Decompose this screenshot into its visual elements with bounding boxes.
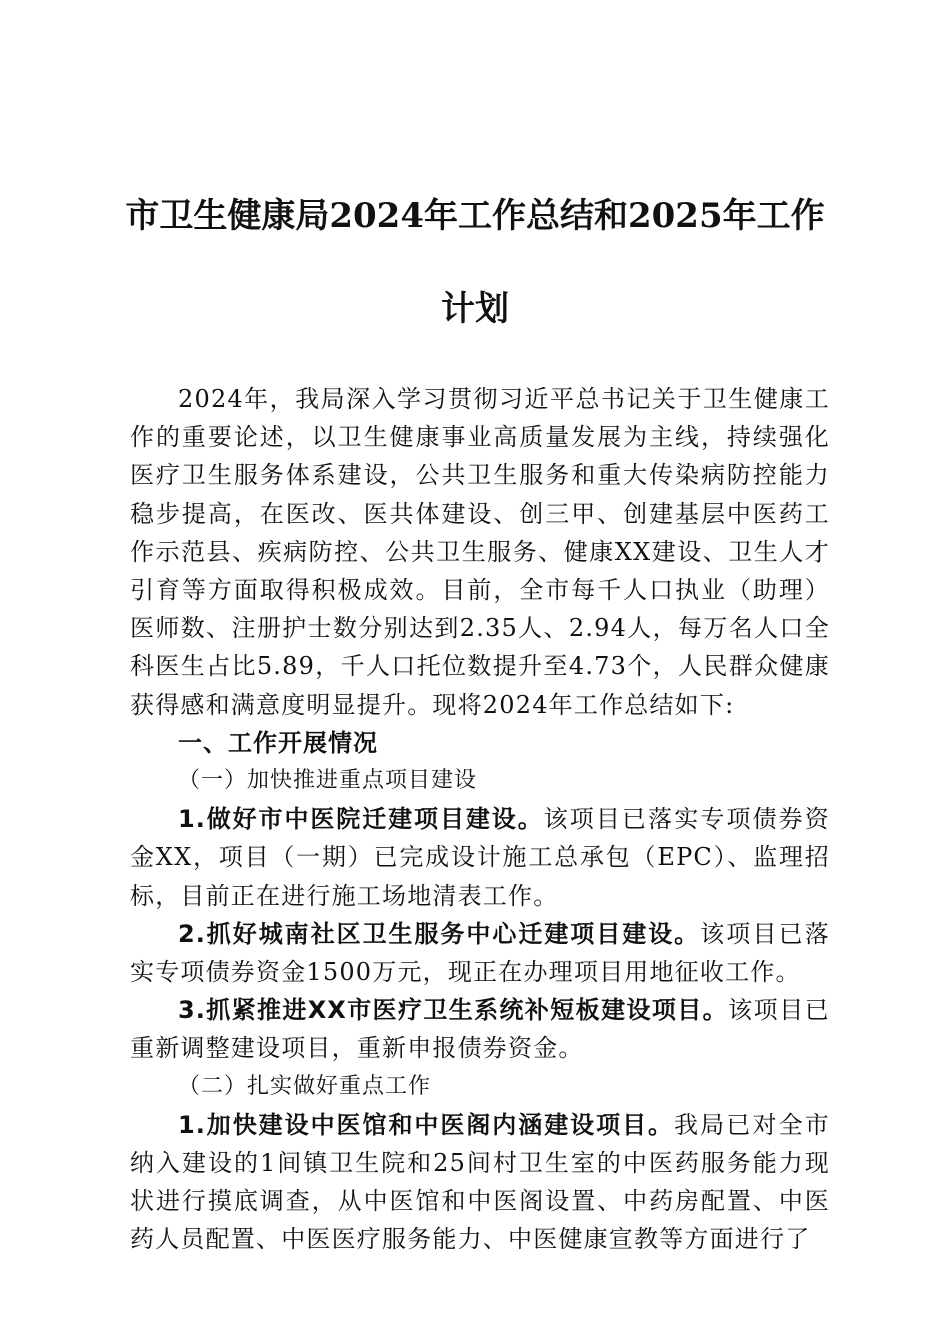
document-title-line-2: 计划 [441,289,509,329]
subsection-heading: （二）扎实做好重点工作 [178,1073,432,1099]
item-text: 该项目已落实专项债券资金XX，项目（一期）已完成设计施工总承包（EPC）、监理招标，目前正在进行施工场地清表工作。 [130,805,830,910]
intro-paragraph: 2024年，我局深入学习贯彻习近平总书记关于卫生健康工作的重要论述，以卫生健康事业高质量发展为主线，持续强化医疗卫生服务体系建设，公共卫生服务和重大传染病防控能力稳步提高，在医改、医共体建设、创三甲、创建基层中医药工作示范县、疾病防控、公共卫生服务、健康XX建设、卫生人才引育等方面取得积极成效。目前，全市每千人口执业（助理）医师数、注册护士数分别达到2.35人、2.94人，每万名人口全科医生占比5.89，千人口托位数提升至4.73个，人民群众健康获得感和满意度明显提升。现将2024年工作总结如下: [130,385,830,719]
list-item [130,915,830,991]
list-item [130,1106,830,1259]
section-heading: 一、工作开展情况 [178,728,378,757]
item-text: 我局已对全市纳入建设的1间镇卫生院和25间村卫生室的中医药服务能力现状进行摸底调查，从中医馆和中医阁设置、中药房配置、中医药人员配置、中医医疗服务能力、中医健康宣教等方面进行了 [130,1110,830,1254]
item-lead: 3.抓紧推进XX市医疗卫生系统补短板建设项目。 [178,996,729,1025]
document-title-line-1: 市卫生健康局2024年工作总结和2025年工作 [125,196,825,236]
item-text: 该项目已重新调整建设项目，重新申报债券资金。 [130,996,830,1063]
item-text: 该项目已落实专项债券资金1500万元，现正在办理项目用地征收工作。 [130,919,830,987]
item-lead: 1.加快建设中医馆和中医阁内涵建设项目。 [178,1110,674,1139]
document-body [130,380,830,1259]
list-item [130,800,830,915]
list-item [130,991,830,1067]
subsection-heading: （一）加快推进重点项目建设 [178,768,478,794]
item-lead: 1.做好市中医院迁建项目建设。 [178,805,544,834]
item-lead: 2.抓好城南社区卫生服务中心迁建项目建设。 [178,919,701,948]
